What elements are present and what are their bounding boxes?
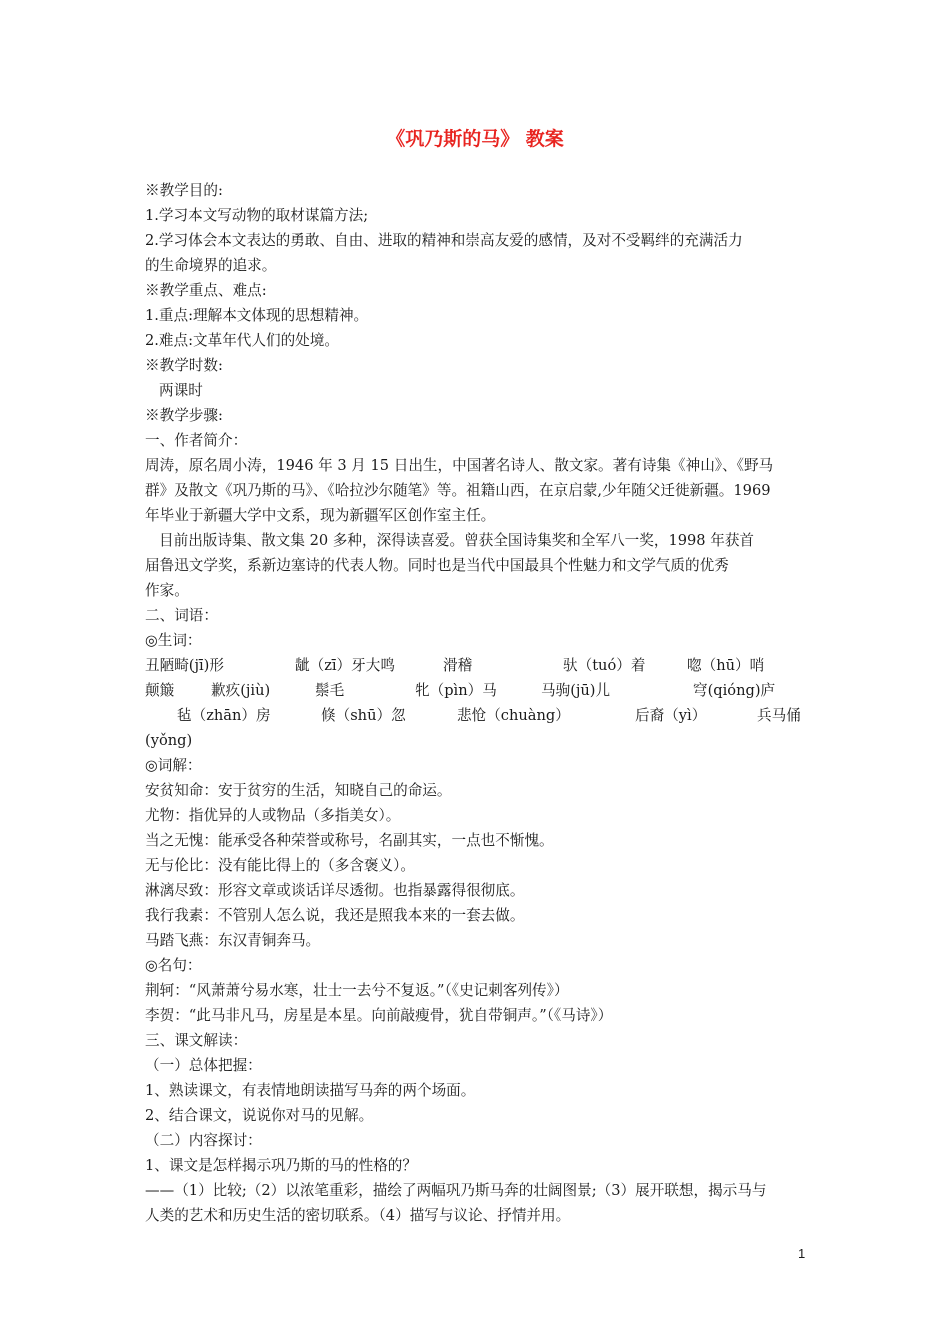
vocab-item: 歉疚(jiù): [211, 682, 271, 699]
definition-line: 淋漓尽致：形容文章或谈话详尽透彻。也指暴露得很彻底。: [145, 882, 525, 899]
paragraph-line: (yǒng): [145, 732, 193, 749]
definition-line: 当之无愧：能承受各种荣誉或称号，名副其实，一点也不惭愧。: [145, 832, 554, 849]
paragraph-line: 2.难点:文革年代人们的处境。: [145, 332, 339, 349]
definition-line: 尤物：指优异的人或物品（多指美女）。: [145, 807, 401, 824]
paragraph-line: 目前出版诗集、散文集 20 多种，深得读喜爱。曾获全国诗集奖和全军八一奖，1998 年获首: [159, 532, 755, 549]
paragraph-line: 两课时: [159, 382, 203, 399]
subsection-heading: （二）内容探讨：: [145, 1132, 262, 1149]
subsection-heading: （一）总体把握：: [145, 1057, 262, 1074]
paragraph-line: 1、熟读课文，有表情地朗读描写马奔的两个场面。: [145, 1082, 476, 1099]
paragraph-line: 届鲁迅文学奖，系新边塞诗的代表人物。同时也是当代中国最具个性魅力和文学气质的优秀: [145, 557, 729, 574]
vocab-item: 兵马俑: [757, 707, 801, 724]
vocab-item: 龇（zī）牙大鸣: [295, 657, 395, 674]
vocab-item: 后裔（yì）: [635, 707, 707, 724]
paragraph-line: 1、课文是怎样揭示巩乃斯的马的性格的？: [145, 1157, 417, 1174]
paragraph-line: 2、结合课文，说说你对马的见解。: [145, 1107, 374, 1124]
document-body: [145, 178, 810, 1228]
vocab-item: 滑稽: [443, 657, 473, 674]
vocab-item: 唿（hū）哨: [687, 657, 765, 674]
paragraph-line: 群》及散文《巩乃斯的马》、《哈拉沙尔随笔》等。祖籍山西，在京启蒙,少年随父迁徙新疆。1969: [145, 482, 771, 499]
paragraph-line: 人类的艺术和历史生活的密切联系。（4）描写与议论、抒情并用。: [145, 1207, 571, 1224]
paragraph-line: 周涛，原名周小涛，1946 年 3 月 15 日出生，中国著名诗人、散文家。著有诗集《神山》、《野马: [145, 457, 774, 474]
quote-line: 荆轲：“风萧萧兮易水寒，壮士一去兮不复返。”（《史记刺客列传》）: [145, 982, 569, 999]
vocab-item: 马驹(jū)儿: [541, 682, 611, 699]
paragraph-line: ——（1）比较;（2）以浓笔重彩，描绘了两幅巩乃斯马奔的壮阔图景;（3）展开联想，揭示马与: [145, 1182, 767, 1199]
vocab-row: [145, 678, 810, 703]
paragraph-line: 1.重点:理解本文体现的思想精神。: [145, 307, 369, 324]
vocab-item: 毡（zhān）房: [177, 707, 271, 724]
paragraph-line: 的生命境界的追求。: [145, 257, 277, 274]
subsection-heading: ◎名句：: [145, 957, 202, 974]
subsection-heading: ◎词解：: [145, 757, 202, 774]
vocab-item: 穹(qióng)庐: [693, 682, 776, 699]
vocab-item: 牝（pìn）马: [415, 682, 497, 699]
section-heading: 一、作者简介：: [145, 432, 248, 449]
definition-line: 无与伦比：没有能比得上的（多含褒义）。: [145, 857, 415, 874]
vocab-item: 丑陋畸(jī)形: [145, 657, 224, 674]
definition-line: 我行我素：不管别人怎么说，我还是照我本来的一套去做。: [145, 907, 525, 924]
section-heading: 二、词语：: [145, 607, 218, 624]
paragraph-line: 1.学习本文写动物的取材谋篇方法;: [145, 207, 369, 224]
paragraph-line: 作家。: [145, 582, 189, 599]
vocab-row: [145, 703, 810, 728]
section-heading: ※教学目的:: [145, 182, 223, 199]
vocab-item: 悲怆（chuàng）: [457, 707, 570, 724]
paragraph-line: 2.学习体会本文表达的勇敢、自由、进取的精神和崇高友爱的感情，及对不受羁绊的充满活力: [145, 232, 743, 249]
vocab-item: 驮（tuó）着: [563, 657, 646, 674]
vocab-item: 倏（shū）忽: [321, 707, 406, 724]
section-heading: ※教学重点、难点:: [145, 282, 267, 299]
section-heading: ※教学步骤:: [145, 407, 223, 424]
definition-line: 安贫知命：安于贫穷的生活，知晓自己的命运。: [145, 782, 452, 799]
section-heading: 三、课文解读：: [145, 1032, 248, 1049]
page-number: 1: [798, 1246, 806, 1261]
document-title: 《巩乃斯的马》 教案: [386, 128, 564, 150]
vocab-item: 鬃毛: [315, 682, 345, 699]
quote-line: 李贺：“此马非凡马，房星是本星。向前敲瘦骨，犹自带铜声。”（《马诗》）: [145, 1007, 613, 1024]
definition-line: 马踏飞燕：东汉青铜奔马。: [145, 932, 321, 949]
subsection-heading: ◎生词：: [145, 632, 202, 649]
section-heading: ※教学时数:: [145, 357, 223, 374]
vocab-row: [145, 653, 810, 678]
vocab-item: 颠簸: [145, 682, 175, 699]
paragraph-line: 年毕业于新疆大学中文系，现为新疆军区创作室主任。: [145, 507, 496, 524]
